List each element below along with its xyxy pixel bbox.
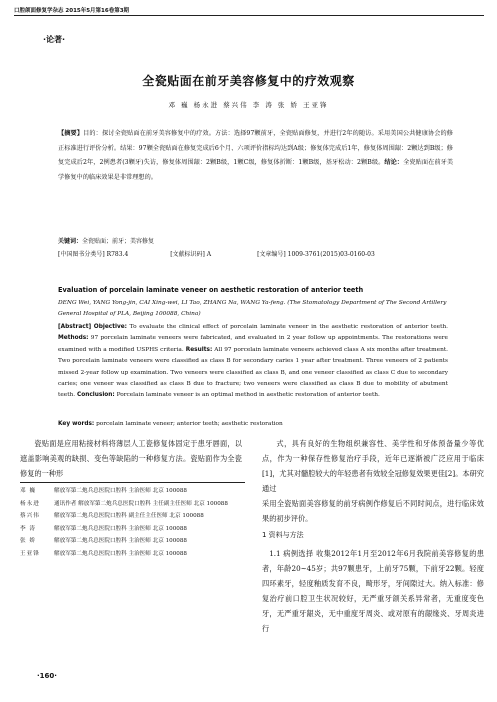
footnote-row — [20, 535, 245, 548]
author-footnotes — [20, 485, 245, 561]
footnote-affiliation: 解放军第二炮兵总医院口腔科 副主任主任医师 北京 100088 — [54, 513, 204, 520]
objective-text: To evaluate the clinical effect of porcelain laminate veneer in the aesthetic restoration of anterior teeth. — [129, 324, 449, 330]
abstract-en — [58, 322, 448, 402]
footnote-row — [20, 510, 245, 523]
results-label: Results: — [185, 346, 213, 353]
english-title: Evaluation of porcelain laminate veneer on aesthetic restoration of anterior teeth — [58, 286, 364, 294]
body-right-intro: 式，具有良好的生物组织兼容性、美学性和牙体预备量少等优点，作为一种保存性修复治疗手段，近年已逐渐被广泛应用于临床[1]，尤其对髓腔较大的年轻患者有效较全冠修复效果更佳[2]。本研究通过 — [262, 439, 484, 493]
methods-label: Methods: — [58, 335, 89, 342]
en-keywords-text: porcelain laminate veneer; anterior teeth; aesthetic restoration — [96, 421, 283, 427]
abstract-cn — [58, 127, 453, 185]
conclusion-text: 全瓷贴面在前牙美学修复中的临床效果是非常理想的。 — [58, 159, 454, 181]
abstract-label: 【摘要】 — [58, 130, 84, 137]
footnote-row — [20, 523, 245, 536]
english-keywords — [58, 421, 448, 427]
body-left-intro: 瓷贴面是应用粘接材料将薄层人工瓷修复体固定于患牙唇面，以遮盖影响美观的缺损、变色等缺陷的一种修复方法。瓷贴面作为全瓷修复的一种形 — [20, 439, 242, 478]
footnote-affiliation: 解放军第二炮兵总医院口腔科 主治医师 北京 100088 — [54, 488, 187, 494]
english-authors: DENG Wei, YANG Yong-jin, CAI Xing-wei, LI Tao, ZHANG Na, WANG Ya-feng. (The Stomatology Department of The Second Artillery General Hospital of PLA, Beijing 100088, China) — [58, 300, 447, 317]
footnote-row — [20, 498, 245, 511]
footnote-rule — [20, 482, 245, 483]
conclusion-en-text: Porcelain laminate veneer is an optimal method in aesthetic restoration of anterior teeth. — [116, 392, 380, 399]
methods-text: 97 porcelain laminate veneers were fabricated, and evaluated in 2 year follow up appointments. The restorations were examined with a modified USPHS criteria. — [58, 335, 448, 353]
results-text: All 97 porcelain laminate veneers achieved class A six months after treatment. Two porcelain laminate veneers were classified as class B for secondary caries 1 year after treatment. Three veneers of 2 patients missed 2-year follow up examination. Two veneers were classified as class B, and one veneer classified as class C due to secondary caries; one veneer was classified as class B due to fracture; two veneers were classified as class B due to mobility of abutment teeth. — [58, 346, 448, 399]
author-list: 邓 巍 杨永进 蔡兴伟 李 涛 张 娇 王亚锋 — [168, 101, 329, 109]
en-abstract-label: [Abstract] — [58, 324, 92, 330]
footnote-author: 杨永进 — [20, 500, 40, 507]
keywords-cn — [58, 236, 453, 247]
footnote-affiliation: 解放军第二炮兵总医院口腔科 主治医师 北京 100088 — [54, 525, 187, 532]
footnote-author: 李 涛 — [20, 525, 36, 532]
body-right-intro-2: 采用全瓷贴面美容修复的前牙病例作修复后不同时间点，进行临床效果的初步评价。 — [262, 499, 484, 523]
footnote-affiliation: 解放军第二炮兵总医院口腔科 主治医师 北京 100088 — [54, 538, 187, 545]
journal-header: 口腔颌面修复学杂志 2015年5月第16卷第3期 — [14, 8, 130, 14]
conclusion-en-label: Conclusion: — [76, 392, 115, 399]
footnote-author: 邓 巍 — [20, 488, 36, 494]
page-number: ·160· — [37, 672, 57, 680]
objective-label: Objective: — [93, 324, 128, 330]
footnote-affiliation: 通讯作者 解放军第二炮兵总医院口腔科 主任副主任医师 北京 100088 — [54, 500, 228, 507]
article-title: 全瓷贴面在前牙美容修复中的疗效观察 — [142, 74, 355, 88]
footnote-row — [20, 548, 245, 561]
doc-code: [文献标识码] A — [170, 251, 212, 258]
section-heading-materials: 1 资料与方法 — [262, 531, 304, 539]
conclusion-label: 结论： — [384, 159, 404, 166]
clc-number: [中国图书分类号] R783.4 — [58, 251, 129, 258]
body-case-selection: 1.1 病例选择 收集2012年1月至2012年6月我院前美容修复的患者，年龄20~45岁；共97颗患牙，上前牙75颗，下前牙22颗。轻度四环素牙，轻度釉质发育不良，畸形牙，牙间隙过大。纳入标准：修复治疗前口腔卫生状况较好，无严重牙颌关系异常者，无重度变色牙，无严重牙龈炎，无中重度牙周炎、或对原有的龈缘炎、牙周炎进行 — [262, 549, 484, 633]
section-label: ·论著· — [43, 35, 66, 44]
classification-row — [58, 249, 488, 260]
footnote-affiliation: 解放军第二炮兵总医院口腔科 主治医师 北京 100088 — [54, 550, 187, 557]
keywords-label: 关键词： — [58, 238, 83, 245]
en-keywords-label: Key words: — [58, 421, 95, 427]
footnote-author: 王亚锋 — [20, 550, 40, 557]
footnote-author: 蔡兴伟 — [20, 513, 40, 520]
article-id: [文章编号] 1009-3761(2015)03-0160-03 — [257, 251, 375, 258]
footnote-author: 张 娇 — [20, 538, 36, 545]
keywords-text: 全瓷贴面；前牙；美容修复 — [82, 238, 155, 245]
abstract-text: 目的：探讨全瓷贴面在前牙美容修复中的疗效。方法：选择97颗前牙，全瓷贴面修复，并进行2年的随访。采用美国公共健康协会的修正标准进行评价分析。结果：97颗全瓷贴面在修复完成后6个月、六项评价指标均达到A级；修复体完成后1年，修复体周围龈：2颗达到B级；修复完成后2年，2例患者(3颗牙)失访，修复体周围龈：2颗B级，1颗C级，修复体折断：1颗B级，基牙松动：2颗B级。 — [58, 130, 453, 166]
footnote-row — [20, 485, 245, 498]
header-rule — [14, 15, 484, 16]
